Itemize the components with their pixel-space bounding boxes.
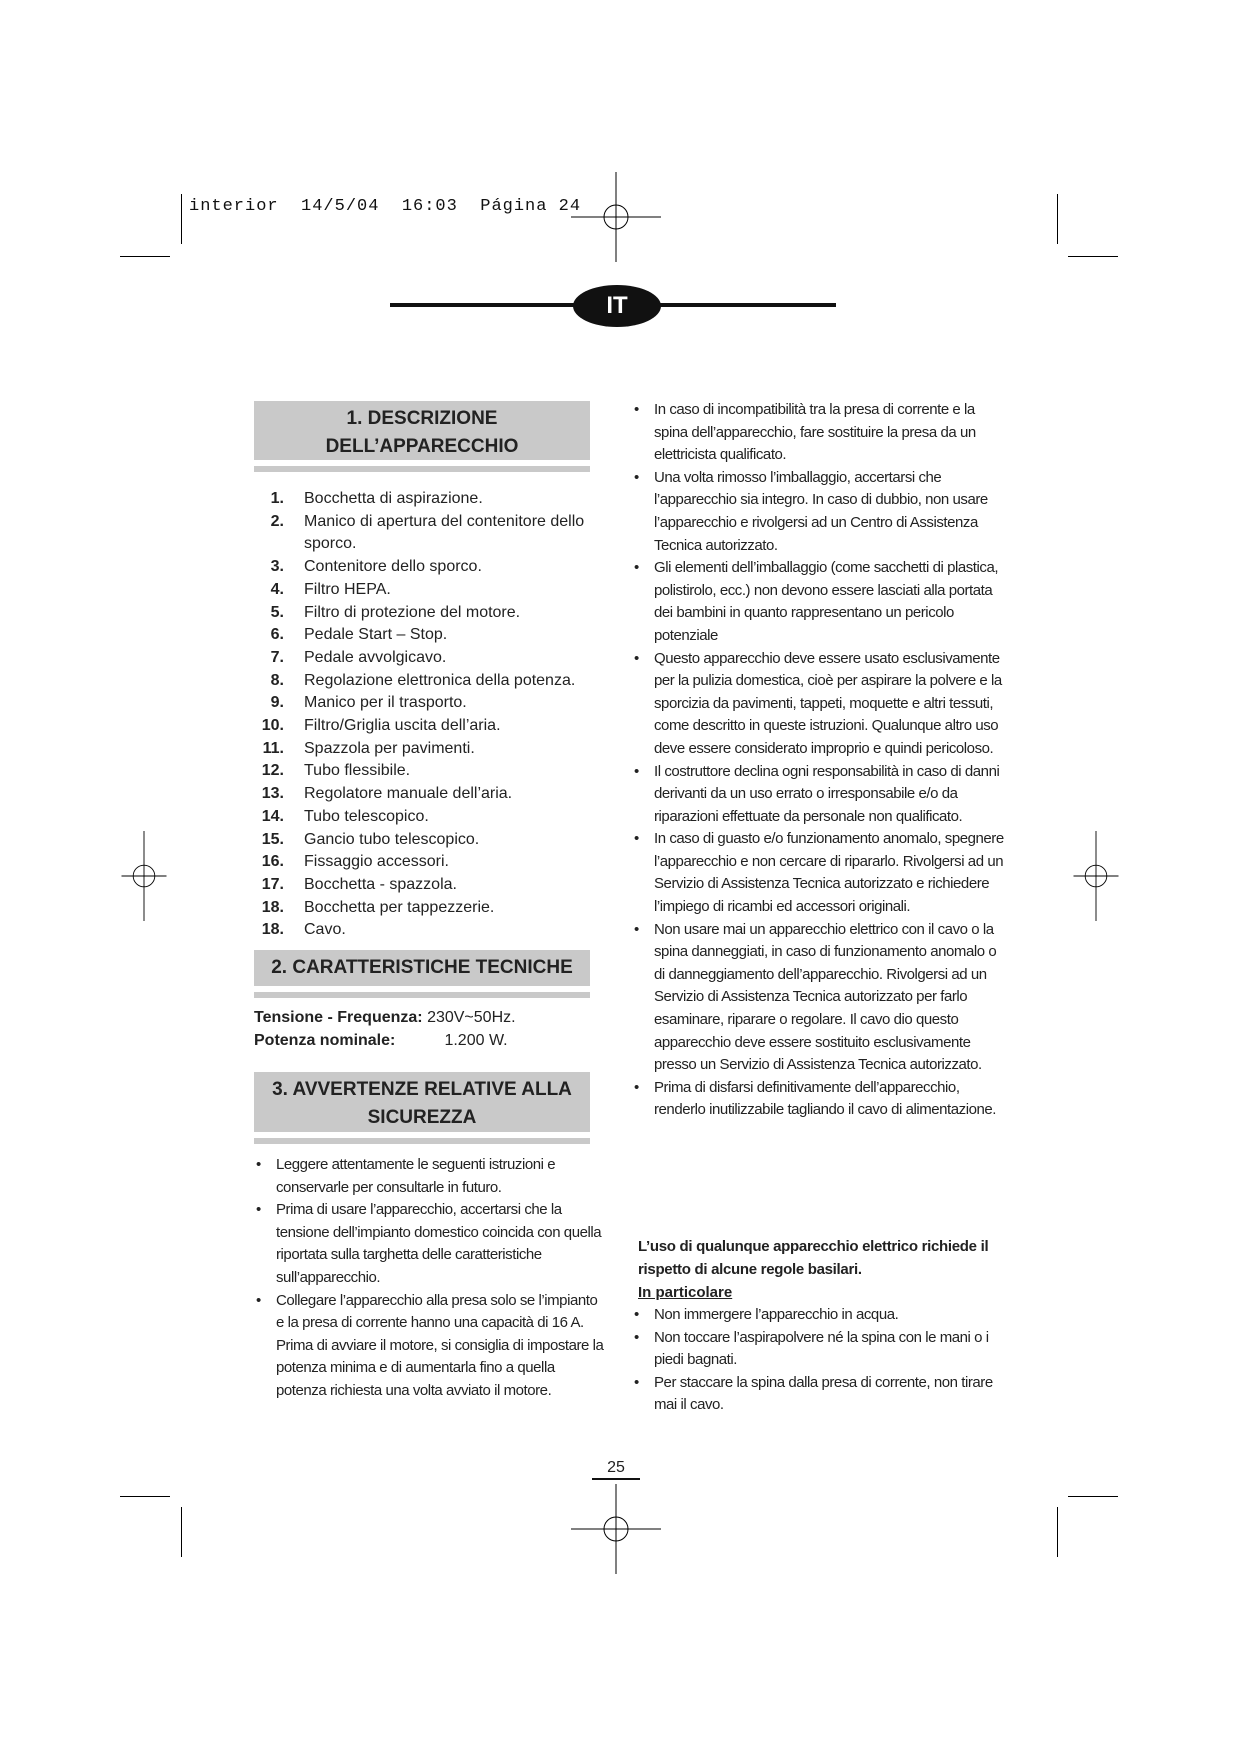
registration-mark-icon	[99, 831, 189, 921]
list-item	[254, 897, 624, 920]
section-3-title-line2: SICUREZZA	[367, 1107, 477, 1128]
spec-voltage-label: Tensione - Frequenza:	[254, 1009, 423, 1026]
item-number: 18.	[261, 921, 284, 939]
item-number: 10.	[261, 717, 284, 735]
registration-mark-icon	[571, 172, 661, 262]
list-item: • Prima di disfarsi definitivamente dell’apparecchio, renderlo inutilizzabile tagliando il cavo di alimentazione.	[632, 1077, 1010, 1122]
item-text: Cavo.	[304, 921, 346, 939]
item-text: Bocchetta di aspirazione.	[304, 490, 483, 507]
list-item: • Gli elementi dell’imballaggio (come sacchetti di plastica, polistirolo, ecc.) non devono essere lasciati alla portata dei bambini in quanto rappresentano un pericolo potenziale	[632, 557, 1010, 647]
item-text: Manico di apertura del contenitore dello sporco.	[304, 512, 585, 553]
list-item: • Non toccare l’aspirapolvere né la spina con le mani o i piedi bagnati.	[632, 1327, 1010, 1372]
crop-mark	[120, 256, 170, 257]
crop-mark	[1057, 194, 1058, 244]
spec-power-label: Potenza nominale:	[254, 1032, 396, 1049]
section-2-heading	[254, 950, 590, 986]
spec-voltage-value: 230V~50Hz.	[427, 1009, 516, 1026]
list-item: • Per staccare la spina dalla presa di corrente, non tirare mai il cavo.	[632, 1372, 1010, 1417]
section-1-title-line1: 1. DESCRIZIONE	[346, 408, 498, 429]
spec-voltage	[254, 1007, 516, 1029]
item-number: 16.	[261, 853, 284, 871]
item-text: Filtro di protezione del motore.	[304, 603, 521, 621]
item-text: Regolazione elettronica della potenza.	[304, 671, 576, 689]
item-text: Bocchetta - spazzola.	[304, 875, 457, 893]
item-number: 11.	[262, 739, 284, 757]
spec-power-value: 1.200 W.	[444, 1032, 508, 1049]
page-number: 25	[592, 1458, 640, 1480]
list-item: • Prima di usare l’apparecchio, accertarsi che la tensione dell’impianto domestico coincida con quella riportata sulla targhetta delle caratteristiche sull’apparecchio.	[254, 1199, 608, 1289]
list-item	[254, 760, 624, 783]
section-1-heading	[254, 401, 590, 460]
item-number: 12.	[261, 762, 284, 780]
list-item	[254, 670, 624, 693]
item-text: Bocchetta per tappezzerie.	[304, 898, 495, 916]
section-2-title: 2. CARATTERISTICHE TECNICHE	[271, 957, 573, 978]
crop-mark	[1068, 256, 1118, 257]
item-number: 3.	[270, 558, 284, 576]
item-number: 15.	[261, 830, 284, 848]
item-number: 2.	[270, 512, 284, 530]
section-3-title-line1: 3. AVVERTENZE RELATIVE ALLA	[272, 1079, 572, 1100]
item-text: Filtro/Griglia uscita dell’aria.	[304, 717, 501, 735]
basic-rules-note: L’uso di qualunque apparecchio elettrico richiede il rispetto di alcune regole basilari.	[638, 1238, 989, 1278]
safety-list-right	[632, 399, 1010, 1122]
list-item	[254, 738, 624, 761]
in-particular-heading: In particolare	[638, 1284, 733, 1301]
item-text: Gancio tubo telescopico.	[304, 830, 480, 848]
list-item	[254, 783, 624, 806]
item-text: Pedale Start – Stop.	[304, 626, 448, 644]
list-item: • Il costruttore declina ogni responsabilità in caso di danni derivanti da un uso errato o irresponsabile e/o da riparazioni effettuate da personale non qualificato.	[632, 761, 1010, 829]
list-item	[254, 829, 624, 852]
item-text: Regolatore manuale dell’aria.	[304, 785, 513, 803]
item-number: 17.	[261, 875, 284, 893]
list-item: • Questo apparecchio deve essere usato esclusivamente per la pulizia domestica, cioè per aspirare la polvere e la sporcizia da pavimenti, tappeti, moquette e altri tessuti, come descritto in queste istruzioni. Qualunque altro uso deve essere considerato improprio e quindi pericoloso.	[632, 648, 1010, 761]
crop-mark	[181, 194, 182, 244]
list-item: • Non usare mai un apparecchio elettrico con il cavo o la spina danneggiati, in caso di funzionamento anomalo o di danneggiamento dell’apparecchio. Rivolgersi ad un Servizio di Assistenza Tecnica autorizzato per farlo esaminare, riparare o regolare. Il cavo dio questo apparecchio deve essere sostituito esclusivamente presso un Servizio di Assistenza Tecnica autorizzato.	[632, 919, 1010, 1077]
list-item	[254, 874, 624, 897]
list-item: • Leggere attentamente le seguenti istruzioni e conservarle per consultarle in futuro.	[254, 1154, 608, 1199]
safety-list-left	[254, 1154, 608, 1403]
item-number: 1.	[270, 490, 284, 507]
item-text: Tubo flessibile.	[304, 762, 411, 780]
list-item	[254, 715, 624, 738]
item-number: 5.	[270, 603, 284, 621]
item-text: Tubo telescopico.	[304, 807, 429, 825]
list-item	[254, 692, 624, 715]
item-number: 4.	[270, 580, 284, 598]
crop-mark	[181, 1507, 182, 1557]
item-text: Fissaggio accessori.	[304, 853, 449, 871]
list-item	[254, 851, 624, 874]
spec-power	[254, 1030, 508, 1052]
language-badge: IT	[573, 285, 661, 327]
registration-mark-icon	[1051, 831, 1141, 921]
list-item	[254, 556, 624, 579]
list-item: • In caso di guasto e/o funzionamento anomalo, spegnere l’apparecchio e non cercare di ripararlo. Rivolgersi ad un Servizio di Assistenza Tecnica autorizzato e richiedere l’impiego di ricambi ed accessori originali.	[632, 828, 1010, 918]
crop-mark	[120, 1496, 170, 1497]
section-1-title-line2: DELL’APPARECCHIO	[325, 436, 519, 457]
crop-mark	[1057, 1507, 1058, 1557]
list-item	[254, 624, 624, 647]
item-number: 7.	[270, 648, 284, 666]
item-number: 8.	[270, 671, 284, 689]
item-text: Spazzola per pavimenti.	[304, 739, 475, 757]
list-item	[254, 511, 624, 556]
print-slug: interior 14/5/04 16:03 Página 24	[189, 197, 582, 216]
list-item	[254, 806, 624, 829]
list-item	[254, 919, 624, 942]
item-number: 18.	[261, 898, 284, 916]
list-item: • Una volta rimosso l’imballaggio, accertarsi che l’apparecchio sia integro. In caso di dubbio, non usare l’apparecchio e rivolgersi ad un Centro di Assistenza Tecnica autorizzato.	[632, 467, 1010, 557]
item-number: 14.	[261, 807, 284, 825]
item-number: 13.	[261, 785, 284, 803]
item-text: Filtro HEPA.	[304, 580, 391, 598]
crop-mark	[1068, 1496, 1118, 1497]
item-text: Manico per il trasporto.	[304, 694, 467, 712]
item-number: 9.	[270, 694, 284, 712]
list-item	[254, 647, 624, 670]
particular-list	[632, 1304, 1010, 1417]
registration-mark-icon	[571, 1484, 661, 1574]
list-item: • Non immergere l’apparecchio in acqua.	[632, 1304, 1010, 1327]
list-item	[254, 602, 624, 625]
list-item	[254, 488, 624, 511]
list-item	[254, 579, 624, 602]
section-3-heading	[254, 1072, 590, 1132]
item-number: 6.	[270, 626, 284, 644]
list-item: • In caso di incompatibilità tra la presa di corrente e la spina dell’apparecchio, fare sostituire la presa da un elettricista qualificato.	[632, 399, 1010, 467]
item-text: Contenitore dello sporco.	[304, 558, 482, 576]
components-list	[254, 488, 624, 942]
item-text: Pedale avvolgicavo.	[304, 648, 447, 666]
list-item: • Collegare l’apparecchio alla presa solo se l’impianto e la presa di corrente hanno una capacità di 16 A. Prima di avviare il motore, si consiglia di impostare la potenza minima e di aumentarla fino a quella potenza richiesta una volta avviato il motore.	[254, 1290, 608, 1403]
